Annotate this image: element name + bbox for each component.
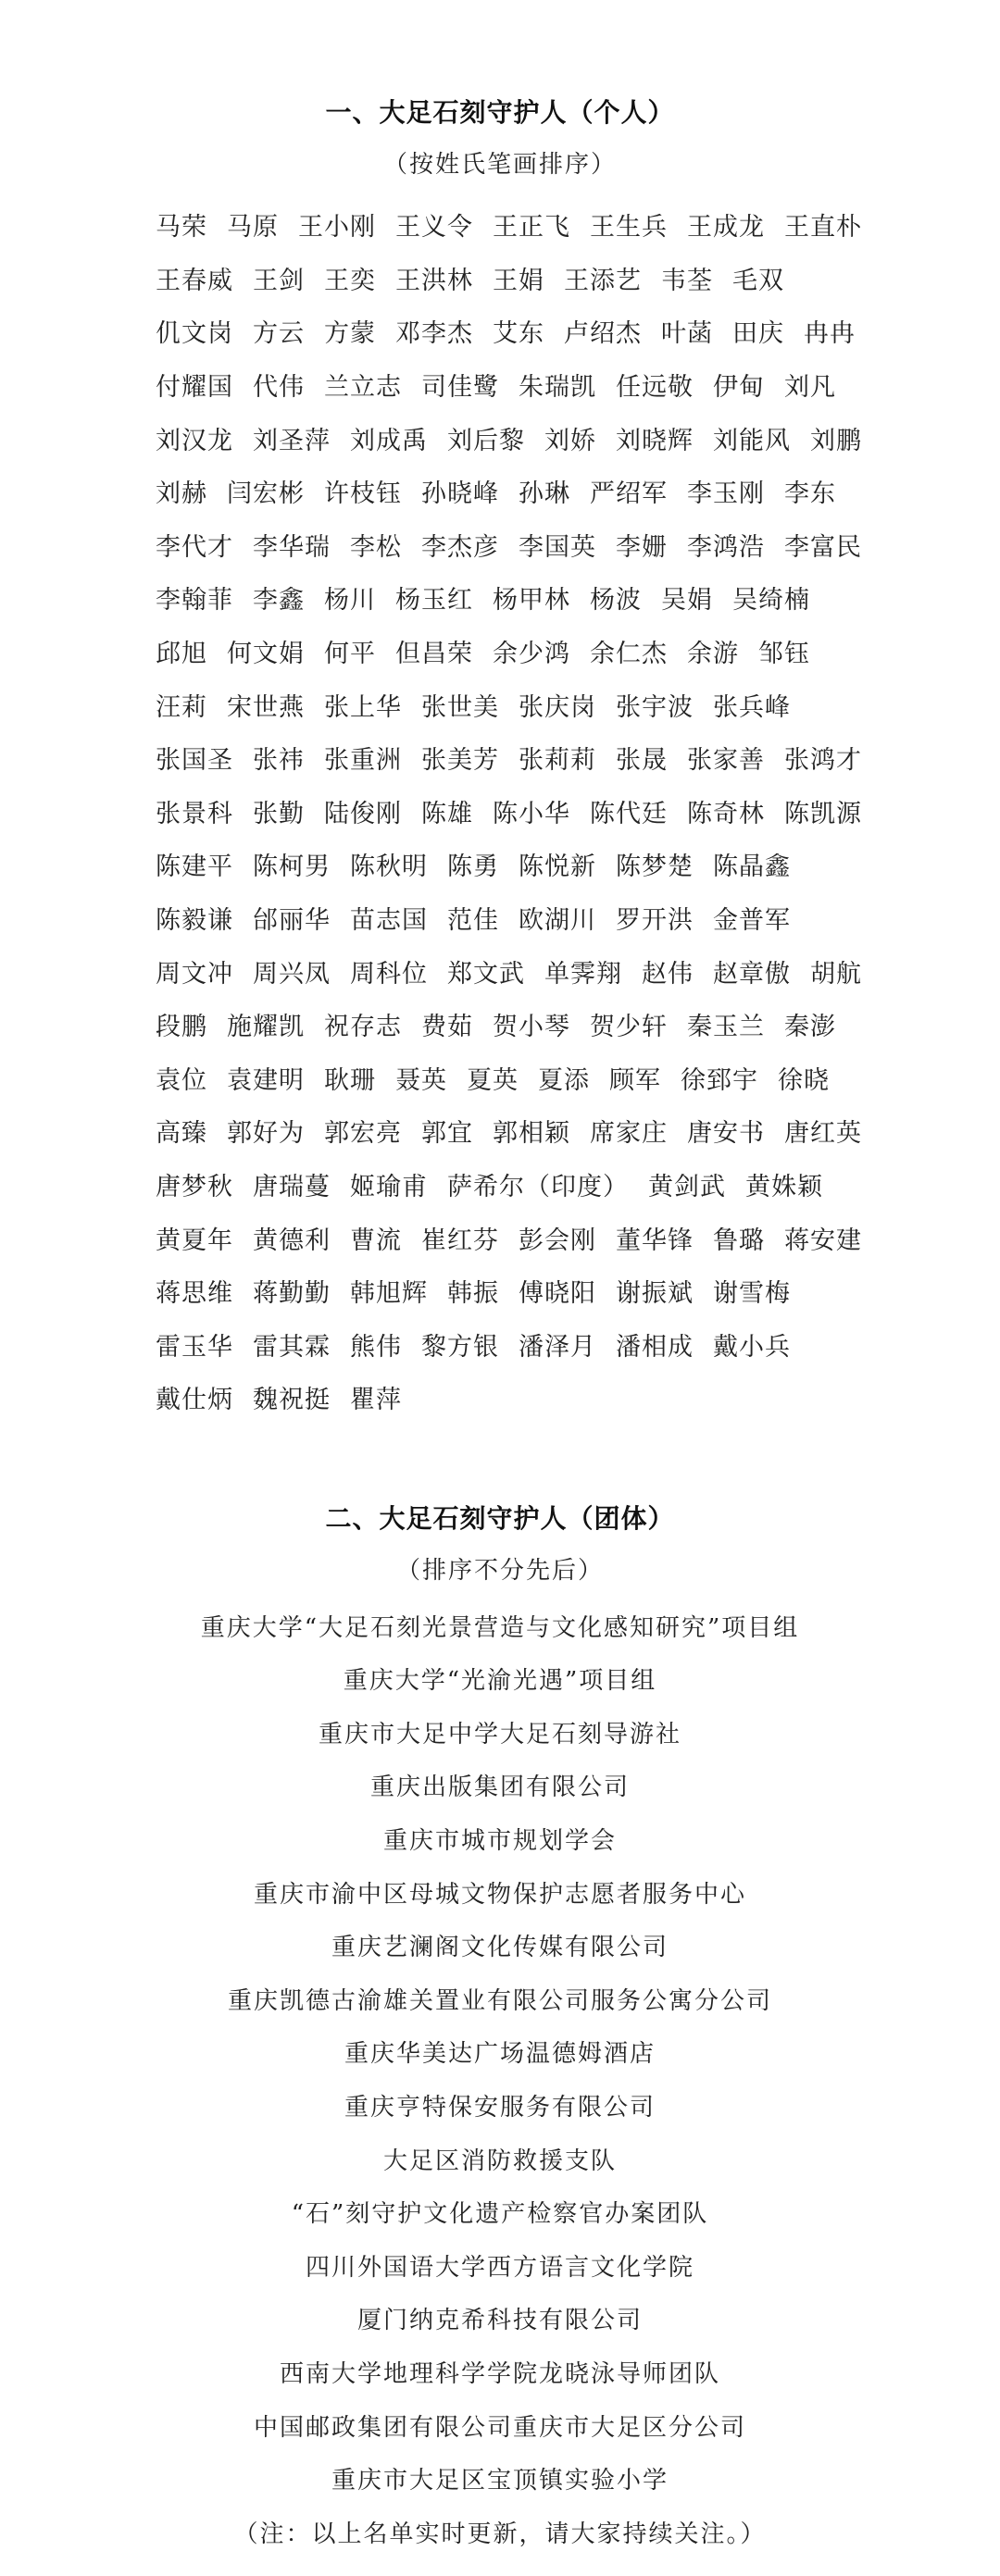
person-name: 杨甲林 <box>493 586 570 616</box>
person-name: 夏英 <box>467 1065 519 1095</box>
person-name: 聂英 <box>395 1065 447 1095</box>
person-name: 段鹏 <box>156 1013 207 1042</box>
person-name: 邹钰 <box>758 640 810 669</box>
person-name: 付耀国 <box>156 373 233 403</box>
person-name: 司佳鹭 <box>421 373 499 403</box>
person-name: 王正飞 <box>493 213 570 243</box>
person-name: 但昌荣 <box>395 640 473 669</box>
person-name: 黄德利 <box>253 1226 331 1255</box>
name-row <box>156 465 926 518</box>
person-name: 张勤 <box>253 799 305 828</box>
person-name: 唐安书 <box>687 1119 765 1149</box>
name-row <box>156 625 926 678</box>
name-row <box>156 518 926 572</box>
person-name: 雷玉华 <box>156 1332 233 1362</box>
person-name: 刘赫 <box>156 479 207 509</box>
person-name: 王添艺 <box>564 266 642 295</box>
person-name: 胡航 <box>810 959 862 989</box>
person-name: 邓李杰 <box>395 319 473 349</box>
name-row <box>156 1211 926 1264</box>
person-name: 陈勇 <box>447 852 499 882</box>
person-name: 何文娟 <box>227 640 305 669</box>
group-name: 重庆市渝中区母城文物保护志愿者服务中心 <box>253 1880 746 1909</box>
person-name: 魏祝挺 <box>253 1386 331 1415</box>
person-name: 朱瑞凯 <box>519 373 596 403</box>
person-name: 萨希尔（印度） <box>447 1172 629 1201</box>
group-name: 重庆亨特保安服务有限公司 <box>344 2094 656 2122</box>
person-name: 黎方银 <box>421 1332 499 1362</box>
person-name: 赵章傲 <box>713 959 791 989</box>
person-name: 张世美 <box>421 692 499 722</box>
individuals-title: 一、大足石刻守护人（个人） <box>325 97 675 128</box>
person-name: 孙琳 <box>519 479 570 509</box>
person-name: 陈秋明 <box>350 852 428 882</box>
person-name: 唐梦秋 <box>156 1172 233 1201</box>
person-name: 唐瑞蔓 <box>253 1172 331 1201</box>
name-row <box>156 411 926 465</box>
person-name: 鲁璐 <box>713 1226 765 1255</box>
person-name: 何平 <box>324 640 376 669</box>
person-name: 方蒙 <box>324 319 376 349</box>
person-name: 王洪林 <box>395 266 473 295</box>
person-name: 周文冲 <box>156 959 233 989</box>
group-name: 重庆市大足中学大足石刻导游社 <box>318 1720 681 1748</box>
person-name: 田庆 <box>732 319 784 349</box>
group-name: 厦门纳克希科技有限公司 <box>356 2307 643 2335</box>
person-name: 张国圣 <box>156 746 233 776</box>
person-name: 毛双 <box>732 266 784 295</box>
person-name: 蒋勤勤 <box>253 1279 331 1309</box>
person-name: 刘汉龙 <box>156 426 233 455</box>
person-name: 熊伟 <box>350 1332 402 1362</box>
person-name: 郭好为 <box>227 1119 305 1149</box>
name-row <box>156 678 926 731</box>
name-row <box>156 1317 926 1371</box>
person-name: 卢绍杰 <box>564 319 642 349</box>
group-name: 重庆大学“光渝光遇”项目组 <box>343 1667 657 1696</box>
person-name: 唐红英 <box>784 1119 862 1149</box>
person-name: 陈小华 <box>493 799 570 828</box>
person-name: 吴绮楠 <box>732 586 810 616</box>
person-name: 王小刚 <box>298 213 376 243</box>
person-name: 姬瑜甫 <box>350 1172 428 1201</box>
person-name: 王春威 <box>156 266 233 295</box>
person-name: 张莉莉 <box>519 746 596 776</box>
person-name: 高臻 <box>156 1119 207 1149</box>
person-name: 施耀凯 <box>227 1013 305 1042</box>
person-name: 艾东 <box>493 319 544 349</box>
group-name: 大足区消防救援支队 <box>382 2147 617 2175</box>
person-name: 耿珊 <box>324 1065 376 1095</box>
individuals-subtitle: （按姓氏笔画排序） <box>382 151 617 179</box>
person-name: 欧湖川 <box>519 906 596 936</box>
person-name: 罗开洪 <box>616 906 694 936</box>
person-name: 周科位 <box>350 959 428 989</box>
name-row <box>156 785 926 839</box>
name-row <box>156 944 926 998</box>
person-name: 邰丽华 <box>253 906 331 936</box>
group-name: 西南大学地理科学学院龙晓泳导师团队 <box>279 2359 720 2388</box>
person-name: 席家庄 <box>590 1119 668 1149</box>
person-name: 叶菡 <box>661 319 713 349</box>
person-name: 陈梦楚 <box>616 852 694 882</box>
person-name: 赵伟 <box>642 959 694 989</box>
person-name: 李翰菲 <box>156 586 233 616</box>
name-row <box>156 305 926 358</box>
person-name: 秦澎 <box>784 1013 836 1042</box>
person-name: 贺少轩 <box>590 1013 668 1042</box>
person-name: 袁位 <box>156 1065 207 1095</box>
person-name: 黄姝颖 <box>745 1172 823 1201</box>
person-name: 傅晓阳 <box>519 1279 596 1309</box>
person-name: 陈奇林 <box>687 799 765 828</box>
update-note: （注：以上名单实时更新，请大家持续关注。） <box>233 2520 767 2548</box>
person-name: 王生兵 <box>590 213 668 243</box>
person-name: 秦玉兰 <box>687 1013 765 1042</box>
name-row <box>156 1052 926 1105</box>
person-name: 郭宏亮 <box>324 1119 402 1149</box>
person-name: 王剑 <box>253 266 305 295</box>
person-name: 瞿萍 <box>350 1386 402 1415</box>
person-name: 董华锋 <box>616 1226 694 1255</box>
group-name: 重庆出版集团有限公司 <box>369 1773 630 1802</box>
person-name: 吴娟 <box>661 586 713 616</box>
group-name: 重庆艺澜阁文化传媒有限公司 <box>331 1934 669 1962</box>
person-name: 范佳 <box>447 906 499 936</box>
person-name: 王奕 <box>324 266 376 295</box>
person-name: 冉冉 <box>804 319 856 349</box>
person-name: 李富民 <box>784 532 862 562</box>
person-name: 张祎 <box>253 746 305 776</box>
person-name: 周兴凤 <box>253 959 331 989</box>
name-row <box>156 358 926 412</box>
person-name: 张重洲 <box>324 746 402 776</box>
person-name: 代伟 <box>253 373 305 403</box>
group-name: 重庆市城市规划学会 <box>382 1827 617 1856</box>
person-name: 王成龙 <box>687 213 765 243</box>
person-name: 袁建明 <box>227 1065 305 1095</box>
person-name: 彭会刚 <box>519 1226 596 1255</box>
person-name: 王娟 <box>493 266 544 295</box>
person-name: 张景科 <box>156 799 233 828</box>
person-name: 徐晓 <box>778 1065 830 1095</box>
person-name: 伊甸 <box>713 373 765 403</box>
person-name: 郑文武 <box>447 959 525 989</box>
name-row <box>156 838 926 891</box>
name-row <box>156 252 926 305</box>
group-name: 中国邮政集团有限公司重庆市大足区分公司 <box>253 2413 746 2442</box>
group-name: “石”刻守护文化遗产检察官办案团队 <box>291 2200 709 2229</box>
person-name: 张家善 <box>687 746 765 776</box>
person-name: 孙晓峰 <box>421 479 499 509</box>
person-name: 陈毅谦 <box>156 906 233 936</box>
person-name: 余游 <box>687 640 739 669</box>
person-name: 仉文岗 <box>156 319 233 349</box>
person-name: 刘后黎 <box>447 426 525 455</box>
person-name: 王义令 <box>395 213 473 243</box>
name-row <box>156 998 926 1052</box>
person-name: 顾军 <box>609 1065 661 1095</box>
person-name: 韩旭辉 <box>350 1279 428 1309</box>
person-name: 谢振斌 <box>616 1279 694 1309</box>
person-name: 郭相颖 <box>493 1119 570 1149</box>
person-name: 刘成禹 <box>350 426 428 455</box>
person-name: 谢雪梅 <box>713 1279 791 1309</box>
group-names-list <box>0 1602 1000 2508</box>
person-name: 费茹 <box>421 1013 473 1042</box>
person-name: 黄剑武 <box>648 1172 726 1201</box>
group-name: 重庆凯德古渝雄关置业有限公司服务公寓分公司 <box>227 1986 772 2015</box>
name-row <box>156 1371 926 1425</box>
person-name: 陈代廷 <box>590 799 668 828</box>
person-name: 张上华 <box>324 692 402 722</box>
person-name: 杨川 <box>324 586 376 616</box>
person-name: 陈柯男 <box>253 852 331 882</box>
group-name: 重庆大学“大足石刻光景营造与文化感知研究”项目组 <box>200 1613 800 1642</box>
person-name: 方云 <box>253 319 305 349</box>
person-name: 蒋安建 <box>784 1226 862 1255</box>
person-name: 许枝钰 <box>324 479 402 509</box>
individual-names-list <box>0 198 926 1425</box>
person-name: 刘娇 <box>544 426 596 455</box>
person-name: 刘晓辉 <box>616 426 694 455</box>
person-name: 刘圣萍 <box>253 426 331 455</box>
person-name: 蒋思维 <box>156 1279 233 1309</box>
person-name: 单霁翔 <box>544 959 622 989</box>
person-name: 李杰彦 <box>421 532 499 562</box>
name-row <box>156 1104 926 1158</box>
person-name: 宋世燕 <box>227 692 305 722</box>
person-name: 崔红芬 <box>421 1226 499 1255</box>
person-name: 李国英 <box>519 532 596 562</box>
person-name: 李松 <box>350 532 402 562</box>
person-name: 刘鹏 <box>810 426 862 455</box>
person-name: 陈雄 <box>421 799 473 828</box>
person-name: 李玉刚 <box>687 479 765 509</box>
person-name: 余少鸿 <box>493 640 570 669</box>
person-name: 张鸿才 <box>784 746 862 776</box>
name-row <box>156 1158 926 1212</box>
name-row <box>156 1264 926 1318</box>
name-row <box>156 891 926 945</box>
person-name: 潘相成 <box>616 1332 694 1362</box>
person-name: 张兵峰 <box>713 692 791 722</box>
person-name: 张宇波 <box>616 692 694 722</box>
group-name: 重庆市大足区宝顶镇实验小学 <box>331 2467 669 2495</box>
person-name: 余仁杰 <box>590 640 668 669</box>
person-name: 韩振 <box>447 1279 499 1309</box>
section-gap <box>0 1425 1000 1500</box>
person-name: 李姗 <box>616 532 668 562</box>
groups-title: 二、大足石刻守护人（团体） <box>325 1502 675 1534</box>
person-name: 夏添 <box>538 1065 590 1095</box>
person-name: 张晟 <box>616 746 668 776</box>
person-name: 邱旭 <box>156 640 207 669</box>
person-name: 李鸿浩 <box>687 532 765 562</box>
person-name: 汪莉 <box>156 692 207 722</box>
person-name: 张庆岗 <box>519 692 596 722</box>
person-name: 马原 <box>227 213 279 243</box>
person-name: 李鑫 <box>253 586 305 616</box>
person-name: 刘能风 <box>713 426 791 455</box>
group-name: 重庆华美达广场温德姆酒店 <box>344 2040 656 2069</box>
person-name: 闫宏彬 <box>227 479 305 509</box>
person-name: 郭宜 <box>421 1119 473 1149</box>
person-name: 祝存志 <box>324 1013 402 1042</box>
person-name: 苗志国 <box>350 906 428 936</box>
person-name: 潘泽月 <box>519 1332 596 1362</box>
person-name: 李华瑞 <box>253 532 331 562</box>
name-row <box>156 731 926 785</box>
person-name: 马荣 <box>156 213 207 243</box>
person-name: 刘凡 <box>784 373 836 403</box>
person-name: 王直朴 <box>784 213 862 243</box>
groups-subtitle: （排序不分先后） <box>395 1556 604 1585</box>
person-name: 杨玉红 <box>395 586 473 616</box>
person-name: 徐郅宇 <box>681 1065 758 1095</box>
person-name: 戴仕炳 <box>156 1386 233 1415</box>
name-row <box>156 571 926 625</box>
person-name: 贺小琴 <box>493 1013 570 1042</box>
person-name: 陈晶鑫 <box>713 852 791 882</box>
person-name: 黄夏年 <box>156 1226 233 1255</box>
person-name: 严绍军 <box>590 479 668 509</box>
person-name: 李东 <box>784 479 836 509</box>
person-name: 陆俊刚 <box>324 799 402 828</box>
person-name: 陈建平 <box>156 852 233 882</box>
name-row <box>156 198 926 252</box>
person-name: 张美芳 <box>421 746 499 776</box>
person-name: 杨波 <box>590 586 642 616</box>
person-name: 戴小兵 <box>713 1332 791 1362</box>
person-name: 任远敬 <box>616 373 694 403</box>
person-name: 雷其霖 <box>253 1332 331 1362</box>
person-name: 李代才 <box>156 532 233 562</box>
person-name: 陈悦新 <box>519 852 596 882</box>
person-name: 韦荃 <box>661 266 713 295</box>
person-name: 金普军 <box>713 906 791 936</box>
person-name: 兰立志 <box>324 373 402 403</box>
group-name: 四川外国语大学西方语言文化学院 <box>305 2253 694 2282</box>
person-name: 陈凯源 <box>784 799 862 828</box>
person-name: 曹流 <box>350 1226 402 1255</box>
